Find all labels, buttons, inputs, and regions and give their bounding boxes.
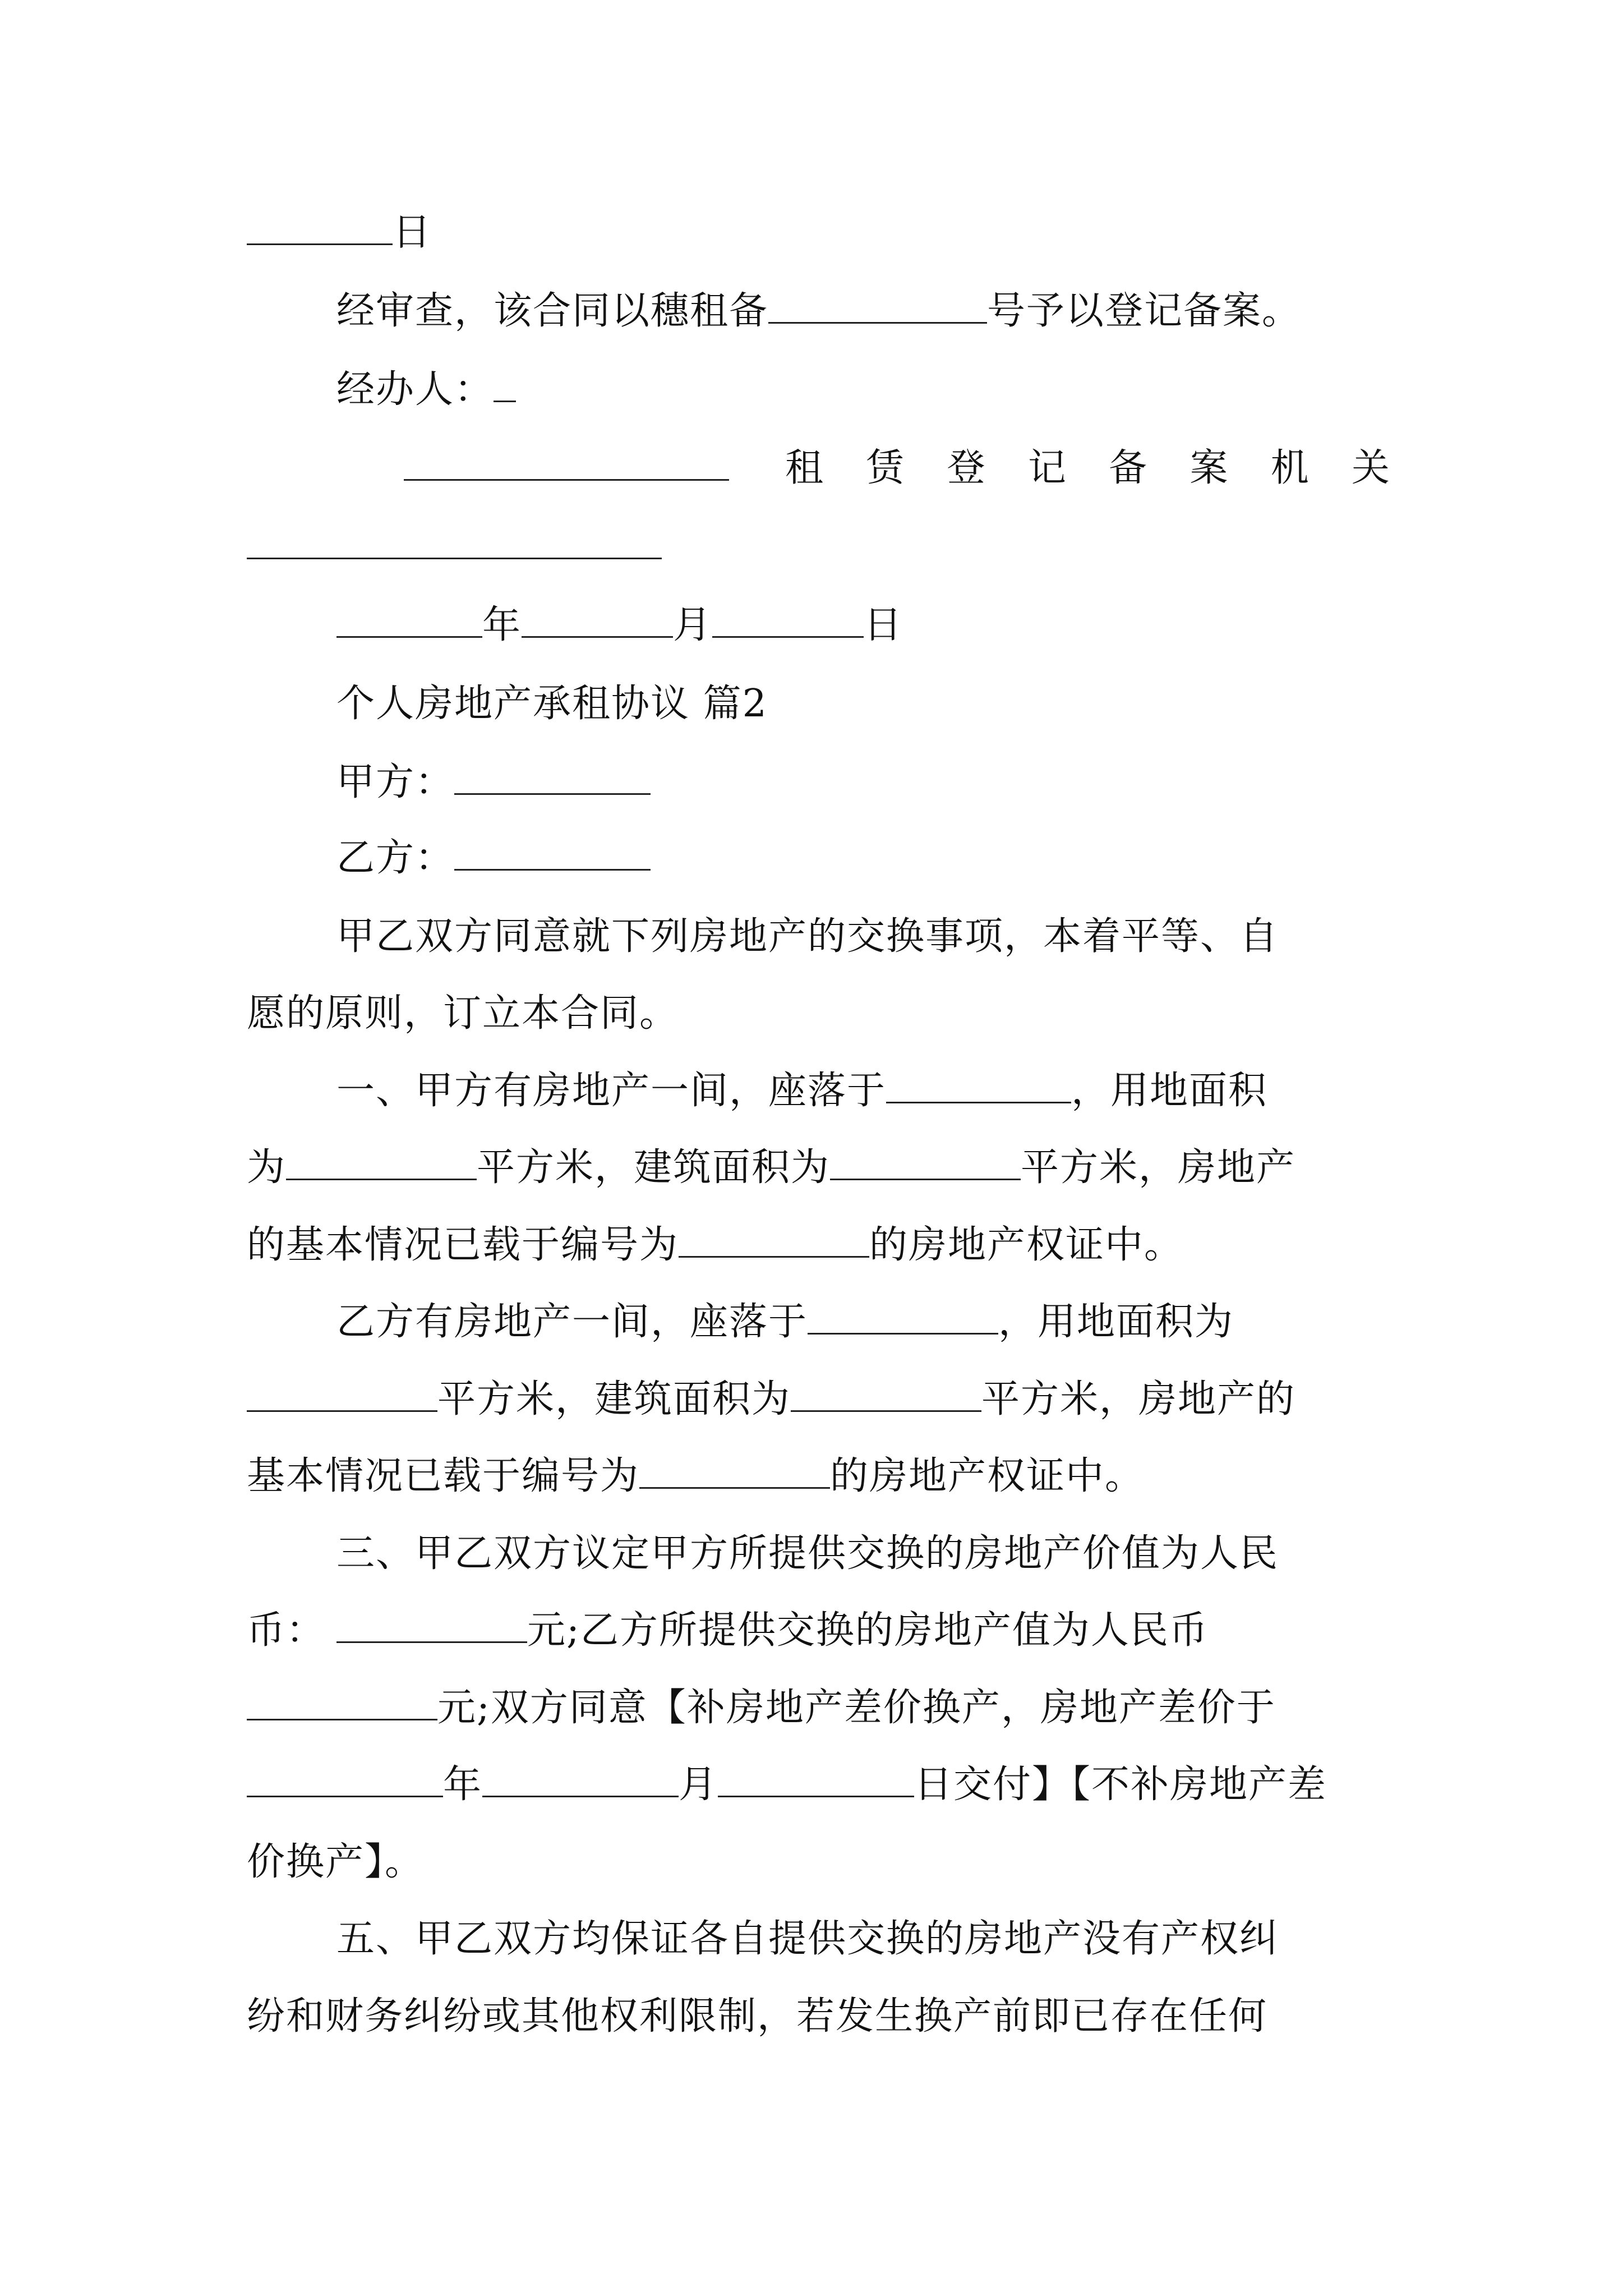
blank-field	[808, 1298, 998, 1335]
clause5-line1: 五、甲乙双方均保证各自提供交换的房地产没有产权纠	[336, 1917, 1279, 1961]
blank-field	[522, 601, 673, 638]
clause5-line2: 纷和财务纠纷或其他权利限制，若发生换产前即已存在任何	[247, 1994, 1268, 2039]
blank-field	[639, 1452, 830, 1489]
blank-field	[247, 1375, 437, 1412]
handler-label: 经办人：	[336, 367, 494, 412]
blank-field	[247, 1684, 437, 1720]
registration-office-label: 租 赁 登 记 备 案 机 关	[785, 446, 1391, 490]
clause1-line3: 的基本情况已载于编号为 的房地产权证中。	[247, 1220, 1183, 1271]
blank-field	[494, 366, 516, 402]
blank-field	[286, 1144, 477, 1180]
blank-field	[679, 1221, 869, 1258]
clause3-line2: 币： 元;乙方所提供交换的房地产值为人民币	[247, 1605, 1209, 1656]
intro-line-1: 甲乙双方同意就下列房地产的交换事项，本着平等、自	[336, 914, 1279, 959]
clause1-line1: 一、甲方有房地产一间，座落于 ，用地面积	[336, 1066, 1267, 1116]
clause3-line1: 三、甲乙双方议定甲方所提供交换的房地产价值为人民	[336, 1531, 1279, 1576]
partyb-property-line1: 乙方有房地产一间，座落于 ，用地面积为	[336, 1297, 1234, 1347]
blank-field	[886, 1067, 1071, 1103]
partyb-property-line2: 平方米，建筑面积为 平方米，房地产的	[247, 1374, 1295, 1425]
blank-field	[247, 209, 393, 245]
blank-field	[718, 1761, 914, 1797]
intro-line-2: 愿的原则，订立本合同。	[247, 991, 679, 1036]
blank-field	[454, 758, 651, 795]
day-label: 日	[393, 210, 432, 255]
clause3-line5: 价换产】。	[247, 1840, 425, 1884]
blank-field	[404, 444, 729, 481]
section-title: 个人房地产承租协议 篇2	[336, 682, 768, 726]
blank-field	[791, 1375, 981, 1412]
blank-field	[482, 1761, 679, 1797]
clause3-line4: 年 月 日交付】【不补房地产差	[247, 1760, 1327, 1810]
clause1-line2: 为 平方米，建筑面积为 平方米，房地产	[247, 1143, 1295, 1193]
registration-office-line	[404, 443, 1391, 494]
blank-field	[336, 1607, 527, 1643]
blank-field	[830, 1144, 1021, 1180]
blank-field	[247, 1761, 443, 1797]
partyb-property-line3: 基本情况已载于编号为 的房地产权证中。	[247, 1451, 1144, 1502]
date-day-line	[247, 208, 432, 258]
blank-field	[336, 601, 482, 638]
handler-line	[336, 365, 516, 415]
blank-field	[454, 834, 651, 871]
review-text-end: 号予以登记备案。	[987, 289, 1302, 333]
date-line: 年 月 日	[336, 600, 903, 651]
review-text: 经审查，该合同以穗租备	[336, 289, 769, 333]
review-statement	[336, 286, 1301, 337]
blank-field	[247, 523, 662, 559]
blank-field	[768, 287, 987, 324]
clause3-line3: 元;双方同意【补房地产差价换产，房地产差价于	[247, 1683, 1276, 1733]
blank-line	[247, 522, 662, 572]
party-b-line: 乙方：	[336, 833, 651, 884]
blank-field	[712, 601, 864, 638]
party-a-line: 甲方：	[336, 757, 651, 808]
